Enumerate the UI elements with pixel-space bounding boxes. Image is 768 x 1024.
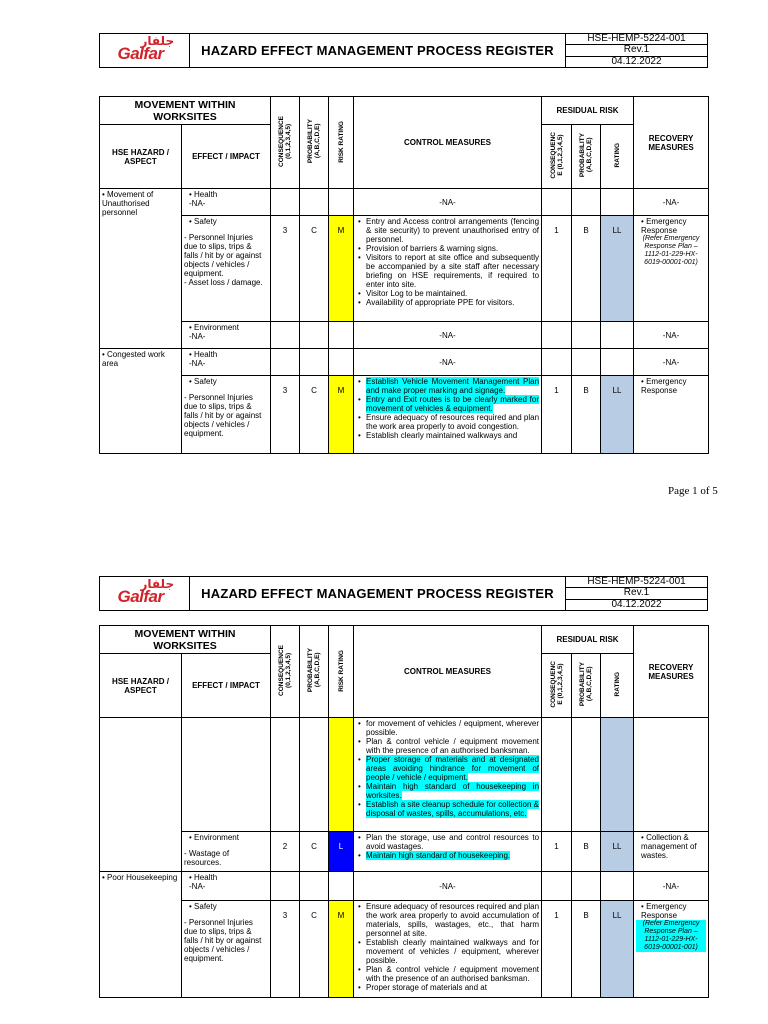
section-title: MOVEMENT WITHIN WORKSITES <box>100 626 271 654</box>
recovery-cell: -NA- <box>634 322 709 349</box>
list-item: • Maintain high standard of housekeeping. <box>356 851 539 860</box>
control-measures-cell <box>354 376 542 454</box>
residual-risk-header: RESIDUAL RISK <box>542 626 634 654</box>
residual-probability-header: PROBABILITY (A,B,C,D,E) <box>572 125 601 189</box>
list-item: • Visitor Log to be maintained. <box>356 289 539 298</box>
hazard-register-table <box>99 625 709 998</box>
risk-rating-header: RISK RATING <box>329 626 354 718</box>
effect-cell: • Health -NA- <box>182 349 271 376</box>
table-row <box>100 832 709 872</box>
probability-header: PROBABILITY (A,B,C,D,E) <box>300 626 329 718</box>
document-date: 04.12.2022 <box>566 599 708 610</box>
recovery-cell: -NA- <box>634 872 709 901</box>
effect-cell: • Environment -NA- <box>182 322 271 349</box>
risk-rating-value: M <box>329 216 354 322</box>
consequence-value: 3 <box>271 216 300 322</box>
residual-probability-header: PROBABILITY (A,B,C,D,E) <box>572 654 601 718</box>
hazard-header: HSE HAZARD / ASPECT <box>100 125 182 189</box>
document-header <box>99 33 708 68</box>
consequence-header: CONSEQUENCE (0,1,2,3,4,5) <box>271 97 300 189</box>
effect-cell: • Safety - Personnel Injuries due to slips, trips & falls / hit by or against objects / vehicles / equipment. <box>182 376 271 454</box>
table-row <box>100 322 709 349</box>
company-logo <box>100 577 190 611</box>
revision: Rev.1 <box>566 45 708 56</box>
list-item: • Ensure adequacy of resources required and plan the work area properly to avoid congestion. <box>356 413 539 431</box>
section-title: MOVEMENT WITHIN WORKSITES <box>100 97 271 125</box>
hazard-register-table <box>99 96 709 454</box>
residual-rating-value: LL <box>601 376 634 454</box>
risk-rating-header: RISK RATING <box>329 97 354 189</box>
table-row <box>100 216 709 322</box>
residual-rating-value: LL <box>601 901 634 998</box>
consequence-value: 3 <box>271 376 300 454</box>
list-item: • Plan & control vehicle / equipment movement with the presence of an authorised banksman. <box>356 965 539 983</box>
recovery-cell: -NA- <box>634 349 709 376</box>
residual-rating-value: LL <box>601 832 634 872</box>
consequence-header: CONSEQUENCE (0,1,2,3,4,5) <box>271 626 300 718</box>
probability-value: C <box>300 216 329 322</box>
probability-value: C <box>300 901 329 998</box>
residual-consequence-header: CONSEQUENC E (0,1,2,3,4,5) <box>542 654 572 718</box>
effect-cell: • Safety - Personnel Injuries due to slips, trips & falls / hit by or against objects / vehicles / equipment. - Asset loss / damage. <box>182 216 271 322</box>
logo-text: Galfar <box>117 44 164 63</box>
list-item: • Maintain high standard of housekeeping in worksites. <box>356 782 539 800</box>
residual-probability-value: B <box>572 216 601 322</box>
risk-rating-value: M <box>329 901 354 998</box>
consequence-value: 3 <box>271 901 300 998</box>
residual-probability-value: B <box>572 832 601 872</box>
probability-value: C <box>300 376 329 454</box>
residual-consequence-value: 1 <box>542 901 572 998</box>
document-page-2 <box>0 570 768 1024</box>
control-measures-cell: -NA- <box>354 349 542 376</box>
recovery-cell: • Emergency Response <box>634 376 709 454</box>
document-number: HSE-HEMP-5224-001 <box>566 577 708 588</box>
list-item: • Visitors to report at site office and subsequently be accompanied by a site staff after necessary briefing on HSE requirements, if required to enter into site. <box>356 253 539 289</box>
effect-cell: • Safety - Personnel Injuries due to slips, trips & falls / hit by or against objects / vehicles / equipment. <box>182 901 271 998</box>
company-logo <box>100 34 190 68</box>
hazard-cell: • Movement of Unauthorised personnel <box>100 189 182 349</box>
list-item: • Proper storage of materials and at designated areas avoiding hindrance for movement of people / vehicle / equipment. <box>356 755 539 782</box>
list-item: • Plan the storage, use and control resources to avoid wastages. <box>356 833 539 851</box>
residual-risk-header: RESIDUAL RISK <box>542 97 634 125</box>
effect-cell: • Health -NA- <box>182 872 271 901</box>
table-row <box>100 349 709 376</box>
probability-value: C <box>300 832 329 872</box>
recovery-measures-header: RECOVERY MEASURES <box>634 97 709 189</box>
effect-header: EFFECT / IMPACT <box>182 654 271 718</box>
list-item: • Establish clearly maintained walkways and for movement of vehicles / equipment, wherever possible. <box>356 938 539 965</box>
revision: Rev.1 <box>566 588 708 599</box>
document-header <box>99 576 708 611</box>
control-measures-cell: -NA- <box>354 189 542 216</box>
table-row <box>100 376 709 454</box>
list-item: • Provision of barriers & warning signs. <box>356 244 539 253</box>
residual-rating-header: RATING <box>601 654 634 718</box>
list-item: • Establish clearly maintained walkways and <box>356 431 539 440</box>
table-row <box>100 718 709 832</box>
list-item: • for movement of vehicles / equipment, wherever possible. <box>356 719 539 737</box>
document-number: HSE-HEMP-5224-001 <box>566 34 708 45</box>
table-header-row <box>100 626 709 654</box>
document-date: 04.12.2022 <box>566 56 708 67</box>
risk-rating-value: L <box>329 832 354 872</box>
control-measures-cell <box>354 216 542 322</box>
hazard-header: HSE HAZARD / ASPECT <box>100 654 182 718</box>
logo-text: Galfar <box>117 587 164 606</box>
effect-cell: • Health -NA- <box>182 189 271 216</box>
risk-rating-value: M <box>329 376 354 454</box>
list-item: • Establish a site cleanup schedule for collection & disposal of wastes, spills, accumulations, etc. <box>356 800 539 818</box>
table-row <box>100 189 709 216</box>
list-item: • Entry and Access control arrangements (fencing & site security) to prevent unauthorised entry of personnel. <box>356 217 539 244</box>
table-row <box>100 872 709 901</box>
logo-arabic-text: جلفار <box>140 34 175 48</box>
document-title: HAZARD EFFECT MANAGEMENT PROCESS REGISTER <box>190 577 566 611</box>
hazard-cell: • Poor Housekeeping <box>100 872 182 998</box>
residual-probability-value: B <box>572 376 601 454</box>
residual-rating-header: RATING <box>601 125 634 189</box>
residual-rating-value: LL <box>601 216 634 322</box>
consequence-value: 2 <box>271 832 300 872</box>
control-measures-cell: -NA- <box>354 322 542 349</box>
hazard-cell: • Congested work area <box>100 349 182 454</box>
effect-header: EFFECT / IMPACT <box>182 125 271 189</box>
recovery-cell: -NA- <box>634 189 709 216</box>
document-title: HAZARD EFFECT MANAGEMENT PROCESS REGISTER <box>190 34 566 68</box>
logo-arabic-text: جلفار <box>140 577 175 591</box>
table-row <box>100 901 709 998</box>
recovery-measures-header: RECOVERY MEASURES <box>634 626 709 718</box>
residual-consequence-value: 1 <box>542 376 572 454</box>
residual-probability-value: B <box>572 901 601 998</box>
effect-cell: • Environment - Wastage of resources. <box>182 832 271 872</box>
list-item: • Availability of appropriate PPE for visitors. <box>356 298 539 307</box>
control-measures-cell: -NA- <box>354 872 542 901</box>
control-measures-cell <box>354 901 542 998</box>
page-number: Page 1 of 5 <box>668 485 718 497</box>
probability-header: PROBABILITY (A,B,C,D,E) <box>300 97 329 189</box>
control-measures-header: CONTROL MEASURES <box>354 626 542 718</box>
list-item: • Ensure adequacy of resources required and plan the work area properly to avoid accumulation of materials, spills, wastages, etc., that harm personnel at site. <box>356 902 539 938</box>
recovery-cell: • Emergency Response (Refer Emergency Response Plan – 1112-01-229-HX-6019-00001-001) <box>634 216 709 322</box>
residual-consequence-value: 1 <box>542 216 572 322</box>
control-measures-cell <box>354 832 542 872</box>
residual-consequence-value: 1 <box>542 832 572 872</box>
list-item: • Plan & control vehicle / equipment movement with the presence of an authorised banksman. <box>356 737 539 755</box>
recovery-cell: • Collection & management of wastes. <box>634 832 709 872</box>
list-item: • Establish Vehicle Movement Management Plan and make proper marking and signage. <box>356 377 539 395</box>
list-item: • Proper storage of materials and at <box>356 983 539 992</box>
recovery-cell: • Emergency Response (Refer Emergency Response Plan – 1112-01-229-HX-6019-00001-001) <box>634 901 709 998</box>
table-header-row <box>100 97 709 125</box>
residual-consequence-header: CONSEQUENC E (0,1,2,3,4,5) <box>542 125 572 189</box>
control-measures-header: CONTROL MEASURES <box>354 97 542 189</box>
list-item: • Entry and Exit routes is to be clearly marked for movement of vehicles & equipment. <box>356 395 539 413</box>
control-measures-cell <box>354 718 542 832</box>
